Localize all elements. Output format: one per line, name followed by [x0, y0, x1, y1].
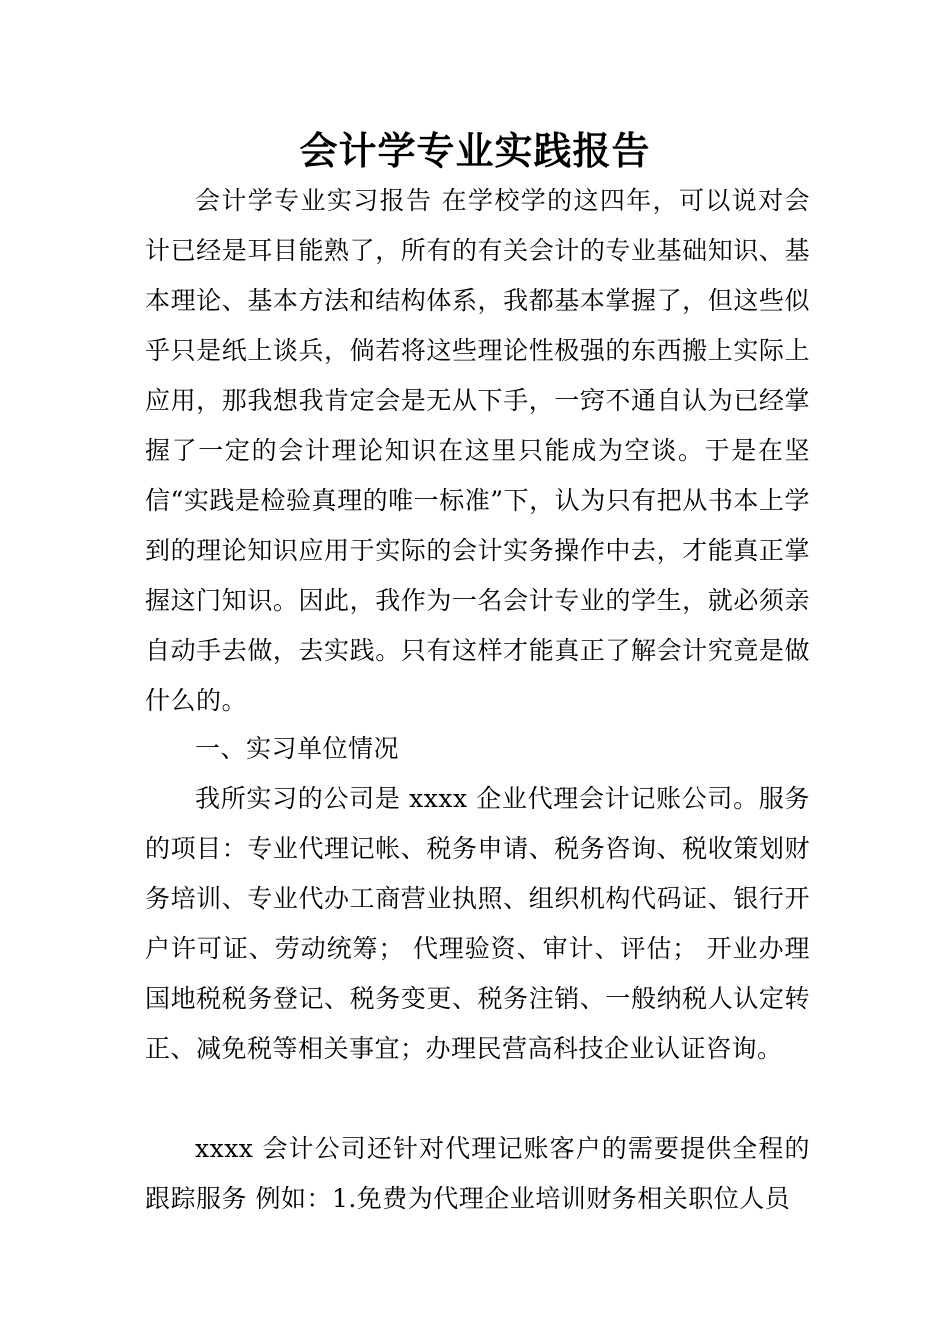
company-paragraph: 我所实习的公司是 xxxx 企业代理会计记账公司。服务的项目：专业代理记帐、税务申请、税务咨询、税收策划财务培训、专业代办工商营业执照、组织机构代码证、银行开户许可证、劳动统筹； 代理验资、审计、评估； 开业办理国地税税务登记、税务变更、税务注销、一般纳税人认定转正、减免税等相关事宜；办理民营高科技企业认证咨询。: [145, 784, 810, 1063]
intro-paragraph: 会计学专业实习报告 在学校学的这四年，可以说对会计已经是耳目能熟了，所有的有关会计的专业基础知识、基本理论、基本方法和结构体系，我都基本掌握了，但这些似乎只是纸上谈兵，倘若将这些理论性极强的东西搬上实际上应用，那我想我肯定会是无从下手，一窍不通自认为已经掌握了一定的会计理论知识在这里只能成为空谈。于是在坚信“实践是检验真理的唯一标准”下，认为只有把从书本上学到的理论知识应用于实际的会计实务操作中去，才能真正掌握这门知识。因此，我作为一名会计专业的学生，就必须亲自动手去做，去实践。只有这样才能真正了解会计究竟是做什么的。: [145, 186, 810, 715]
document-title: 会计学专业实践报告: [299, 128, 651, 173]
section-heading: 一、实习单位情况: [195, 734, 400, 763]
service-paragraph: xxxx 会计公司还针对代理记账客户的需要提供全程的跟踪服务 例如：1.免费为代理企业培训财务相关职位人员: [145, 1134, 810, 1213]
